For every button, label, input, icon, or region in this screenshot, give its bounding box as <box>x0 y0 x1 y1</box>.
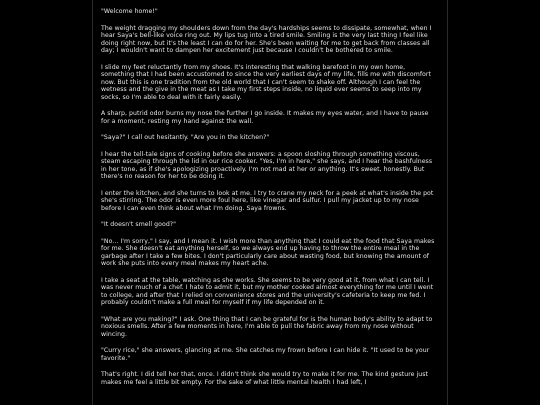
story-paragraph: "Saya?" I call out hesitantly. "Are you in the kitchen?" <box>101 134 270 141</box>
story-paragraph: I enter the kitchen, and she turns to look at me. I try to crane my neck for a peek at what's inside the pot she's stirring. The odor is even more foul here, like vinegar and sulfur. I pull my jacket up to my nose before I can even think about what I'm doing. Saya frowns. <box>101 189 434 212</box>
story-paragraph: A sharp, putrid odor burns my nose the further I go inside. It makes my eyes water, and I have to pause for a moment, resting my hand against the wall. <box>101 110 429 125</box>
story-paragraph: I slide my feet reluctantly from my shoes. It's interesting that walking barefoot in my own home, something that I had been accustomed to since the very earliest days of my life, fills me with discomfort now. But this is one tradition from the old world that I can't seem to shake off. Although I can feel the wetness and the give in the meat as I take my first steps inside, no liquid ever seems to seep into my socks, so I'm able to deal with it fairly easily. <box>101 63 431 101</box>
story-paragraph: I take a seat at the table, watching as she works. She seems to be very good at it, from what I can tell. I was never much of a chef. I hate to admit it, but my mother cooked almost everything for me until I went to college, and after that I relied on convenience stores and the university's cafeteria to keep me fed. I probably couldn't make a full meal for myself if my life depended on it. <box>101 276 434 306</box>
story-paragraph: "What are you making?" I ask. One thing that I can be grateful for is the human body's ability to adapt to noxious smells. After a few moments in here, I'm able to pull the fabric away from my nose without wincing. <box>101 315 433 338</box>
story-paragraph: "Curry rice," she answers, glancing at me. She catches my frown before I can hide it. "It used to be your favorite." <box>101 347 430 362</box>
story-text <box>101 8 439 386</box>
story-paragraph: "Welcome home!" <box>101 8 158 15</box>
story-paragraph: I hear the tell-tale signs of cooking before she answers: a spoon sloshing through something viscous, steam escaping through the lid in our rice cooker. "Yes, I'm in here," she says, and I hear the bashfulness in her tone, as if she's apologizing proactively. I'm not mad at her or anything. It's sweet, honestly. But there's no reason for her to be doing it. <box>101 150 433 180</box>
story-text-panel[interactable] <box>92 0 448 405</box>
story-paragraph: "No... I'm sorry," I say, and I mean it. I wish more than anything that I could eat the food that Saya makes for me. She doesn't eat anything herself, so we always end up having to throw the entire meal in the garbage after I take a few bites. I don't particularly care about wasting food, but knowing the amount of work she puts into every meal makes my heart ache. <box>101 237 435 267</box>
story-paragraph: That's right. I did tell her that, once. I didn't think she would try to make it for me. The kind gesture just makes me feel a little bit empty. For the sake of what little mental health I had left, I <box>101 371 429 386</box>
story-paragraph: The weight dragging my shoulders down from the day's hardships seems to dissipate, somewhat, when I hear Saya's bell-like voice ring out. My lips tug into a tired smile. Smiling is the very last thing I feel like doing right now, but it's the least I can do for her. She's been waiting for me to get back from classes all day; I wouldn't want to dampen her excitement just because I couldn't be bothered to smile. <box>101 24 432 54</box>
story-paragraph: "It doesn't smell good?" <box>101 221 177 228</box>
